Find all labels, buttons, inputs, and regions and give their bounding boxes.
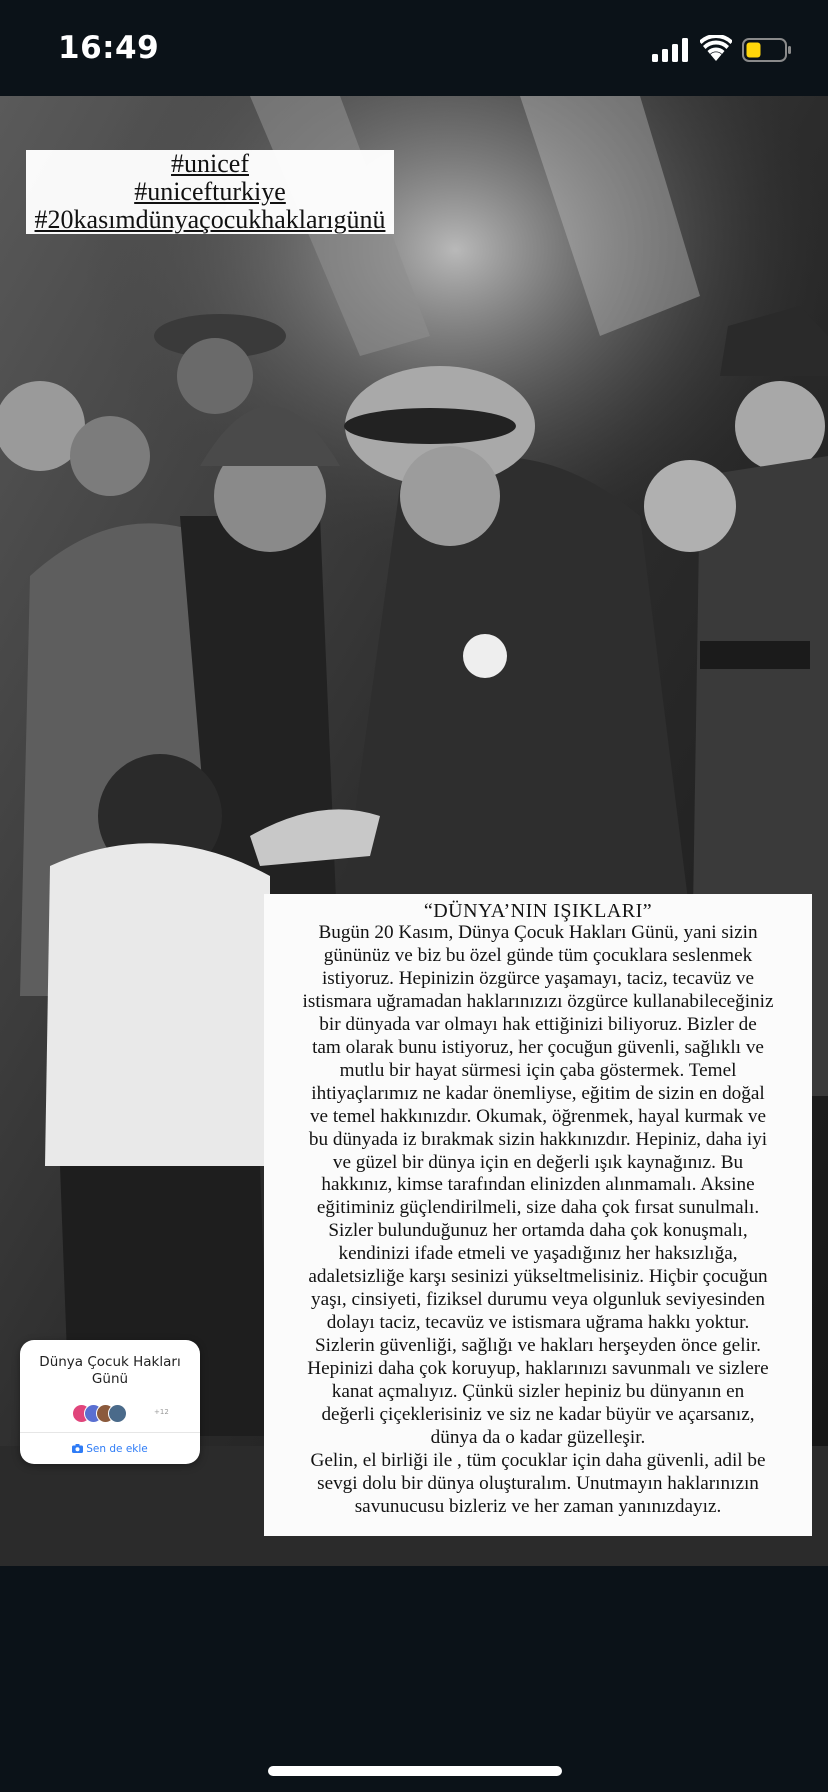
text-card — [264, 894, 812, 1536]
avatar — [108, 1404, 127, 1423]
card-line: Sizlerin güvenliği, sağlığı ve hakları herşeyden önce gelir. — [315, 1335, 761, 1357]
add-yours-label: Sen de ekle — [86, 1443, 148, 1455]
card-line: ihtiyaçlarımız ne kadar önemliyse, eğitim de sizin en doğal — [311, 1082, 765, 1104]
card-line: eğitiminiz güçlendirilmeli, size daha çok fırsat sunulmalı. — [316, 1197, 760, 1219]
card-title: “DÜNYA’NIN IŞIKLARI” — [423, 900, 653, 922]
participant-count: +12 — [154, 1408, 169, 1416]
card-line: istismara uğramadan haklarınızızı özgürce kullanabileceğiniz — [302, 990, 774, 1012]
card-line: değerli çiçeklerisiniz ve siz ne kadar büyür ve açarsanız, — [321, 1404, 755, 1426]
card-line: sevgi dolu bir dünya oluşturalım. Unutmayın haklarınızın — [317, 1472, 759, 1494]
card-line: kendinizi ifade etmeli ve yaşadığınız her haksızlığa, — [338, 1243, 738, 1265]
card-line: adaletsizliğe karşı sesinizi yükseltmelisiniz. Hiçbir çocuğun — [308, 1266, 768, 1288]
card-body — [268, 922, 808, 1519]
card-line: istiyoruz. Hepinizin özgürce yaşamayı, taciz, tecavüz ve — [321, 967, 755, 989]
card-line: ve temel hakkınızdır. Okumak, öğrenmek, hayal kurmak ve — [309, 1105, 767, 1127]
camera-icon — [72, 1444, 83, 1453]
card-line: hakkınız, kimse tarafından elinizden alınmamalı. Aksine — [321, 1174, 755, 1196]
add-yours-sticker[interactable] — [20, 1340, 200, 1464]
card-line: kanat açmalıyız. Çünkü sizler hepiniz bu dünyanın en — [331, 1381, 745, 1403]
home-indicator[interactable] — [268, 1766, 562, 1776]
add-yours-button[interactable] — [20, 1438, 200, 1460]
cellular-signal-icon — [652, 38, 692, 62]
card-line: dolayı taciz, tecavüz ve istismara uğrama hakkı yoktur. — [326, 1312, 750, 1334]
hashtag-cocuk-haklari-gunu[interactable]: #20kasımdünyaçocukhaklarıgünü — [34, 205, 386, 234]
battery-icon — [742, 38, 792, 62]
card-line: mutlu bir hayat sürmesi için çaba göstermek. Temel — [339, 1059, 737, 1081]
card-line: gününüz ve biz bu özel günde tüm çocuklara seslenmek — [323, 944, 753, 966]
participant-avatars[interactable] — [72, 1404, 169, 1424]
hashtag-unicefturkiye[interactable]: #unicefturkiye — [134, 177, 286, 206]
card-line: bu dünyada iz bırakmak sizin hakkınızdır. Hepiniz, daha iyi — [308, 1128, 768, 1150]
card-line: Hepinizi daha çok koruyup, haklarınızı savunmalı ve sizlere — [307, 1358, 769, 1380]
card-line: dünya da o kadar güzelleşir. — [430, 1426, 646, 1448]
wifi-icon — [700, 35, 732, 61]
status-time: 16:49 — [58, 30, 160, 66]
card-line: ve güzel bir dünya için en değerli ışık kaynağınız. Bu — [332, 1151, 744, 1173]
sticker-divider — [20, 1432, 200, 1433]
hashtag-box — [26, 150, 394, 234]
story-view[interactable] — [0, 96, 828, 1566]
card-line: Sizler bulunduğunuz her ortamda daha çok konuşmalı, — [328, 1220, 748, 1242]
card-line: bir dünyada var olmayı hak ettiğinizi biliyoruz. Bizler de — [319, 1013, 757, 1035]
hashtag-unicef[interactable]: #unicef — [171, 149, 249, 178]
card-line: Gelin, el birliği ile , tüm çocuklar için daha güvenli, adil be — [310, 1449, 766, 1471]
card-line: savunucusu bizleriz ve her zaman yanınızdayız. — [354, 1495, 722, 1517]
card-line: tam olarak bunu istiyoruz, her çocuğun güvenli, sağlıklı ve — [312, 1036, 764, 1058]
card-line: yaşı, cinsiyeti, fiziksel durumu veya olgunluk seviyesinden — [310, 1289, 766, 1311]
sticker-title: Dünya Çocuk Hakları Günü — [39, 1354, 181, 1387]
status-bar — [0, 0, 828, 96]
card-line: Bugün 20 Kasım, Dünya Çocuk Hakları Günü, yani sizin — [318, 922, 758, 943]
